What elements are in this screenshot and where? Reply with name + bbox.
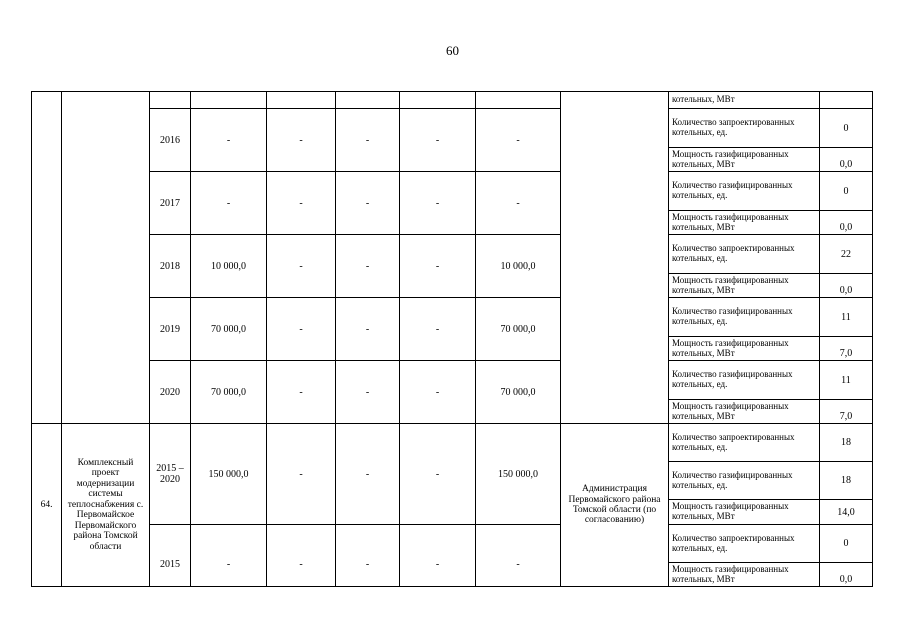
funding-cell: - <box>400 298 476 361</box>
table-row <box>32 109 873 148</box>
table-row <box>32 235 873 274</box>
funding-cell: - <box>267 361 336 424</box>
table-row <box>32 92 873 109</box>
table-row <box>32 424 873 462</box>
funding-cell: - <box>267 109 336 172</box>
indicator-value: 7,0 <box>820 400 873 424</box>
table-row <box>32 525 873 563</box>
indicator-value: 11 <box>820 298 873 337</box>
year-cell: 2017 <box>150 172 191 235</box>
funding-cell: - <box>476 525 561 587</box>
indicator-value: 0,0 <box>820 563 873 587</box>
indicator-value: 0 <box>820 109 873 148</box>
indicator-name: Мощность газифицированных котельных, МВт <box>669 400 820 424</box>
indicator-value: 0,0 <box>820 274 873 298</box>
number-cell <box>32 92 62 424</box>
item-name: Комплексный проект модернизации системы теплоснабжения с. Первомайское Первомайского района Томской области <box>62 424 150 587</box>
indicator-value <box>820 92 873 109</box>
indicator-name: Количество газифицированных котельных, ед. <box>669 172 820 211</box>
executor-cell <box>561 92 669 424</box>
indicator-name: Мощность газифицированных котельных, МВт <box>669 148 820 172</box>
year-cell: 2016 <box>150 109 191 172</box>
funding-cell: - <box>336 361 400 424</box>
funding-cell: - <box>400 109 476 172</box>
table-row <box>32 361 873 400</box>
funding-cell: - <box>267 525 336 587</box>
indicator-name: Мощность газифицированных котельных, МВт <box>669 337 820 361</box>
indicator-value: 22 <box>820 235 873 274</box>
indicator-name: Количество запроектированных котельных, ед. <box>669 424 820 462</box>
funding-cell: - <box>336 172 400 235</box>
funding-cell: - <box>476 172 561 235</box>
item-number: 64. <box>32 424 62 587</box>
funding-cell: 10 000,0 <box>476 235 561 298</box>
funding-cell: - <box>267 424 336 525</box>
funding-cell: - <box>336 525 400 587</box>
indicator-value: 7,0 <box>820 337 873 361</box>
funding-cell: 70 000,0 <box>476 361 561 424</box>
name-cell <box>62 92 150 424</box>
funding-cell: - <box>400 424 476 525</box>
indicator-value: 14,0 <box>820 500 873 525</box>
table-row <box>32 298 873 337</box>
funding-cell: - <box>267 235 336 298</box>
indicator-value: 0,0 <box>820 211 873 235</box>
indicator-value: 0,0 <box>820 148 873 172</box>
funding-cell: - <box>336 298 400 361</box>
indicator-name: Количество газифицированных котельных, ед. <box>669 462 820 500</box>
indicator-value: 18 <box>820 462 873 500</box>
year-cell: 2019 <box>150 298 191 361</box>
table-row <box>32 172 873 211</box>
year-cell: 2018 <box>150 235 191 298</box>
funding-cell: - <box>336 424 400 525</box>
indicator-value: 0 <box>820 172 873 211</box>
indicator-value: 0 <box>820 525 873 563</box>
year-cell: 2020 <box>150 361 191 424</box>
funding-cell: - <box>336 109 400 172</box>
total-cell: - <box>191 172 267 235</box>
total-cell: 70 000,0 <box>191 298 267 361</box>
indicator-name: котельных, МВт <box>669 92 820 109</box>
funding-cell: - <box>267 298 336 361</box>
indicator-value: 18 <box>820 424 873 462</box>
funding-cell: - <box>400 235 476 298</box>
funding-cell: - <box>400 361 476 424</box>
funding-cell: - <box>267 172 336 235</box>
program-table <box>31 91 873 587</box>
year-cell: 2015 – 2020 <box>150 424 191 525</box>
indicator-name: Количество запроектированных котельных, ед. <box>669 109 820 148</box>
indicator-name: Количество газифицированных котельных, ед. <box>669 298 820 337</box>
page-number: 60 <box>446 43 459 58</box>
funding-cell: 150 000,0 <box>476 424 561 525</box>
executor-cell: Администрация Первомайского района Томской области (по согласованию) <box>561 424 669 587</box>
indicator-name: Количество запроектированных котельных, ед. <box>669 525 820 563</box>
funding-cell: - <box>476 109 561 172</box>
year-cell: 2015 <box>150 525 191 587</box>
indicator-name: Мощность газифицированных котельных, МВт <box>669 211 820 235</box>
indicator-name: Количество запроектированных котельных, ед. <box>669 235 820 274</box>
funding-cell: - <box>336 235 400 298</box>
total-cell: 70 000,0 <box>191 361 267 424</box>
total-cell: 150 000,0 <box>191 424 267 525</box>
total-cell: - <box>191 525 267 587</box>
total-cell: - <box>191 109 267 172</box>
funding-cell: - <box>400 172 476 235</box>
indicator-value: 11 <box>820 361 873 400</box>
indicator-name: Мощность газифицированных котельных, МВт <box>669 500 820 525</box>
total-cell: 10 000,0 <box>191 235 267 298</box>
funding-cell: - <box>400 525 476 587</box>
funding-cell: 70 000,0 <box>476 298 561 361</box>
indicator-name: Мощность газифицированных котельных, МВт <box>669 563 820 587</box>
indicator-name: Количество газифицированных котельных, ед. <box>669 361 820 400</box>
indicator-name: Мощность газифицированных котельных, МВт <box>669 274 820 298</box>
